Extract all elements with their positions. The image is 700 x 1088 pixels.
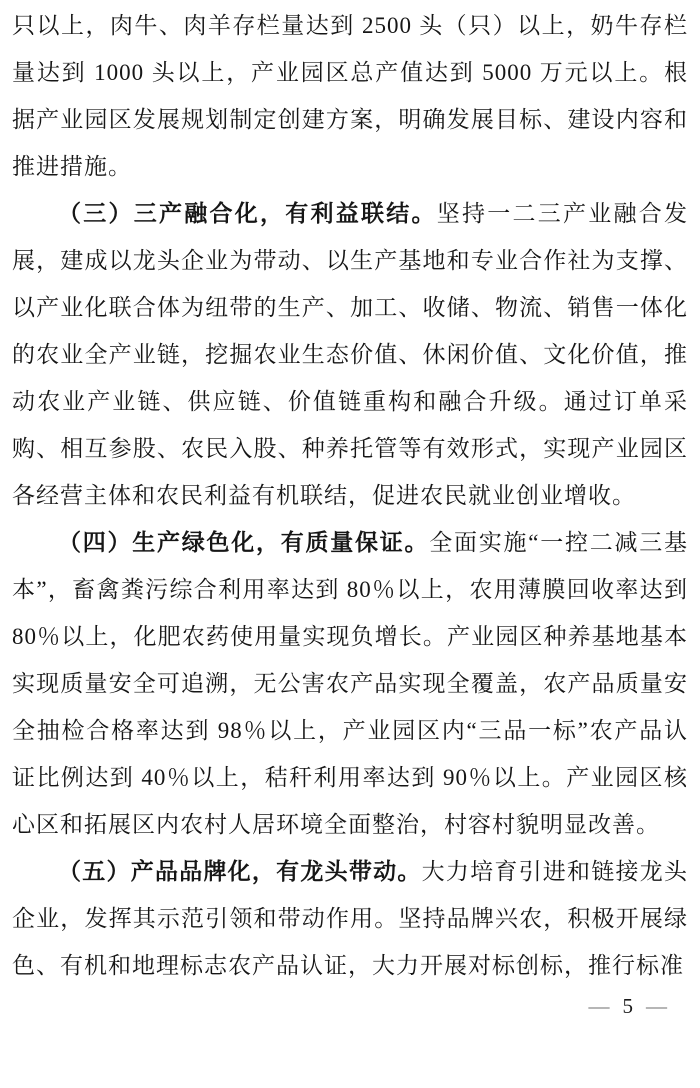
page-number-dash-right: —: [646, 994, 669, 1018]
paragraph-section-3: [12, 190, 688, 519]
paragraph-text: 全面实施“一控二减三基本”，畜禽粪污综合利用率达到 80％以上，农用薄膜回收率达到 80％以上，化肥农药使用量实现负增长。产业园区种养基地基本实现质量安全可追溯，无公害农产品实现全覆盖，农产品质量安全抽检合格率达到 98％以上，产业园区内“三品一标”农产品认证比例达到 40％以上，秸秆利用率达到 90％以上。产业园区核心区和拓展区内农村人居环境全面整治，村容村貌明显改善。: [12, 530, 689, 837]
paragraph-heading: （三）三产融合化，有利益联结。: [58, 201, 437, 226]
page-number-value: 5: [622, 994, 635, 1018]
paragraph-text: 坚持一二三产业融合发展，建成以龙头企业为带动、以生产基地和专业合作社为支撑、以产业化联合体为纽带的生产、加工、收储、物流、销售一体化的农业全产业链，挖掘农业生态价值、休闲价值、文化价值，推动农业产业链、供应链、价值链重构和融合升级。通过订单采购、相互参股、农民入股、种养托管等有效形式，实现产业园区各经营主体和农民利益有机联结，促进农民就业创业增收。: [12, 201, 688, 508]
paragraph-text: 只以上，肉牛、肉羊存栏量达到 2500 头（只）以上，奶牛存栏量达到 1000 头以上，产业园区总产值达到 5000 万元以上。根据产业园区发展规划制定创建方案，明确发展目标、建设内容和推进措施。: [12, 13, 688, 179]
paragraph-heading: （五）产品品牌化，有龙头带动。: [58, 859, 422, 884]
paragraph-section-5: [12, 848, 688, 989]
page-number: [582, 994, 677, 1019]
paragraph-heading: （四）生产绿色化，有质量保证。: [58, 530, 430, 555]
page-number-dash-left: —: [588, 994, 612, 1018]
paragraph-section-4: [12, 519, 688, 848]
paragraph-text: 大力培育引进和链接龙头企业，发挥其示范引领和带动作用。坚持品牌兴农，积极开展绿色、有机和地理标志农产品认证，大力开展对标创标，推行标准: [12, 859, 689, 978]
document-body: [12, 2, 688, 989]
paragraph-continuation: [12, 2, 688, 190]
